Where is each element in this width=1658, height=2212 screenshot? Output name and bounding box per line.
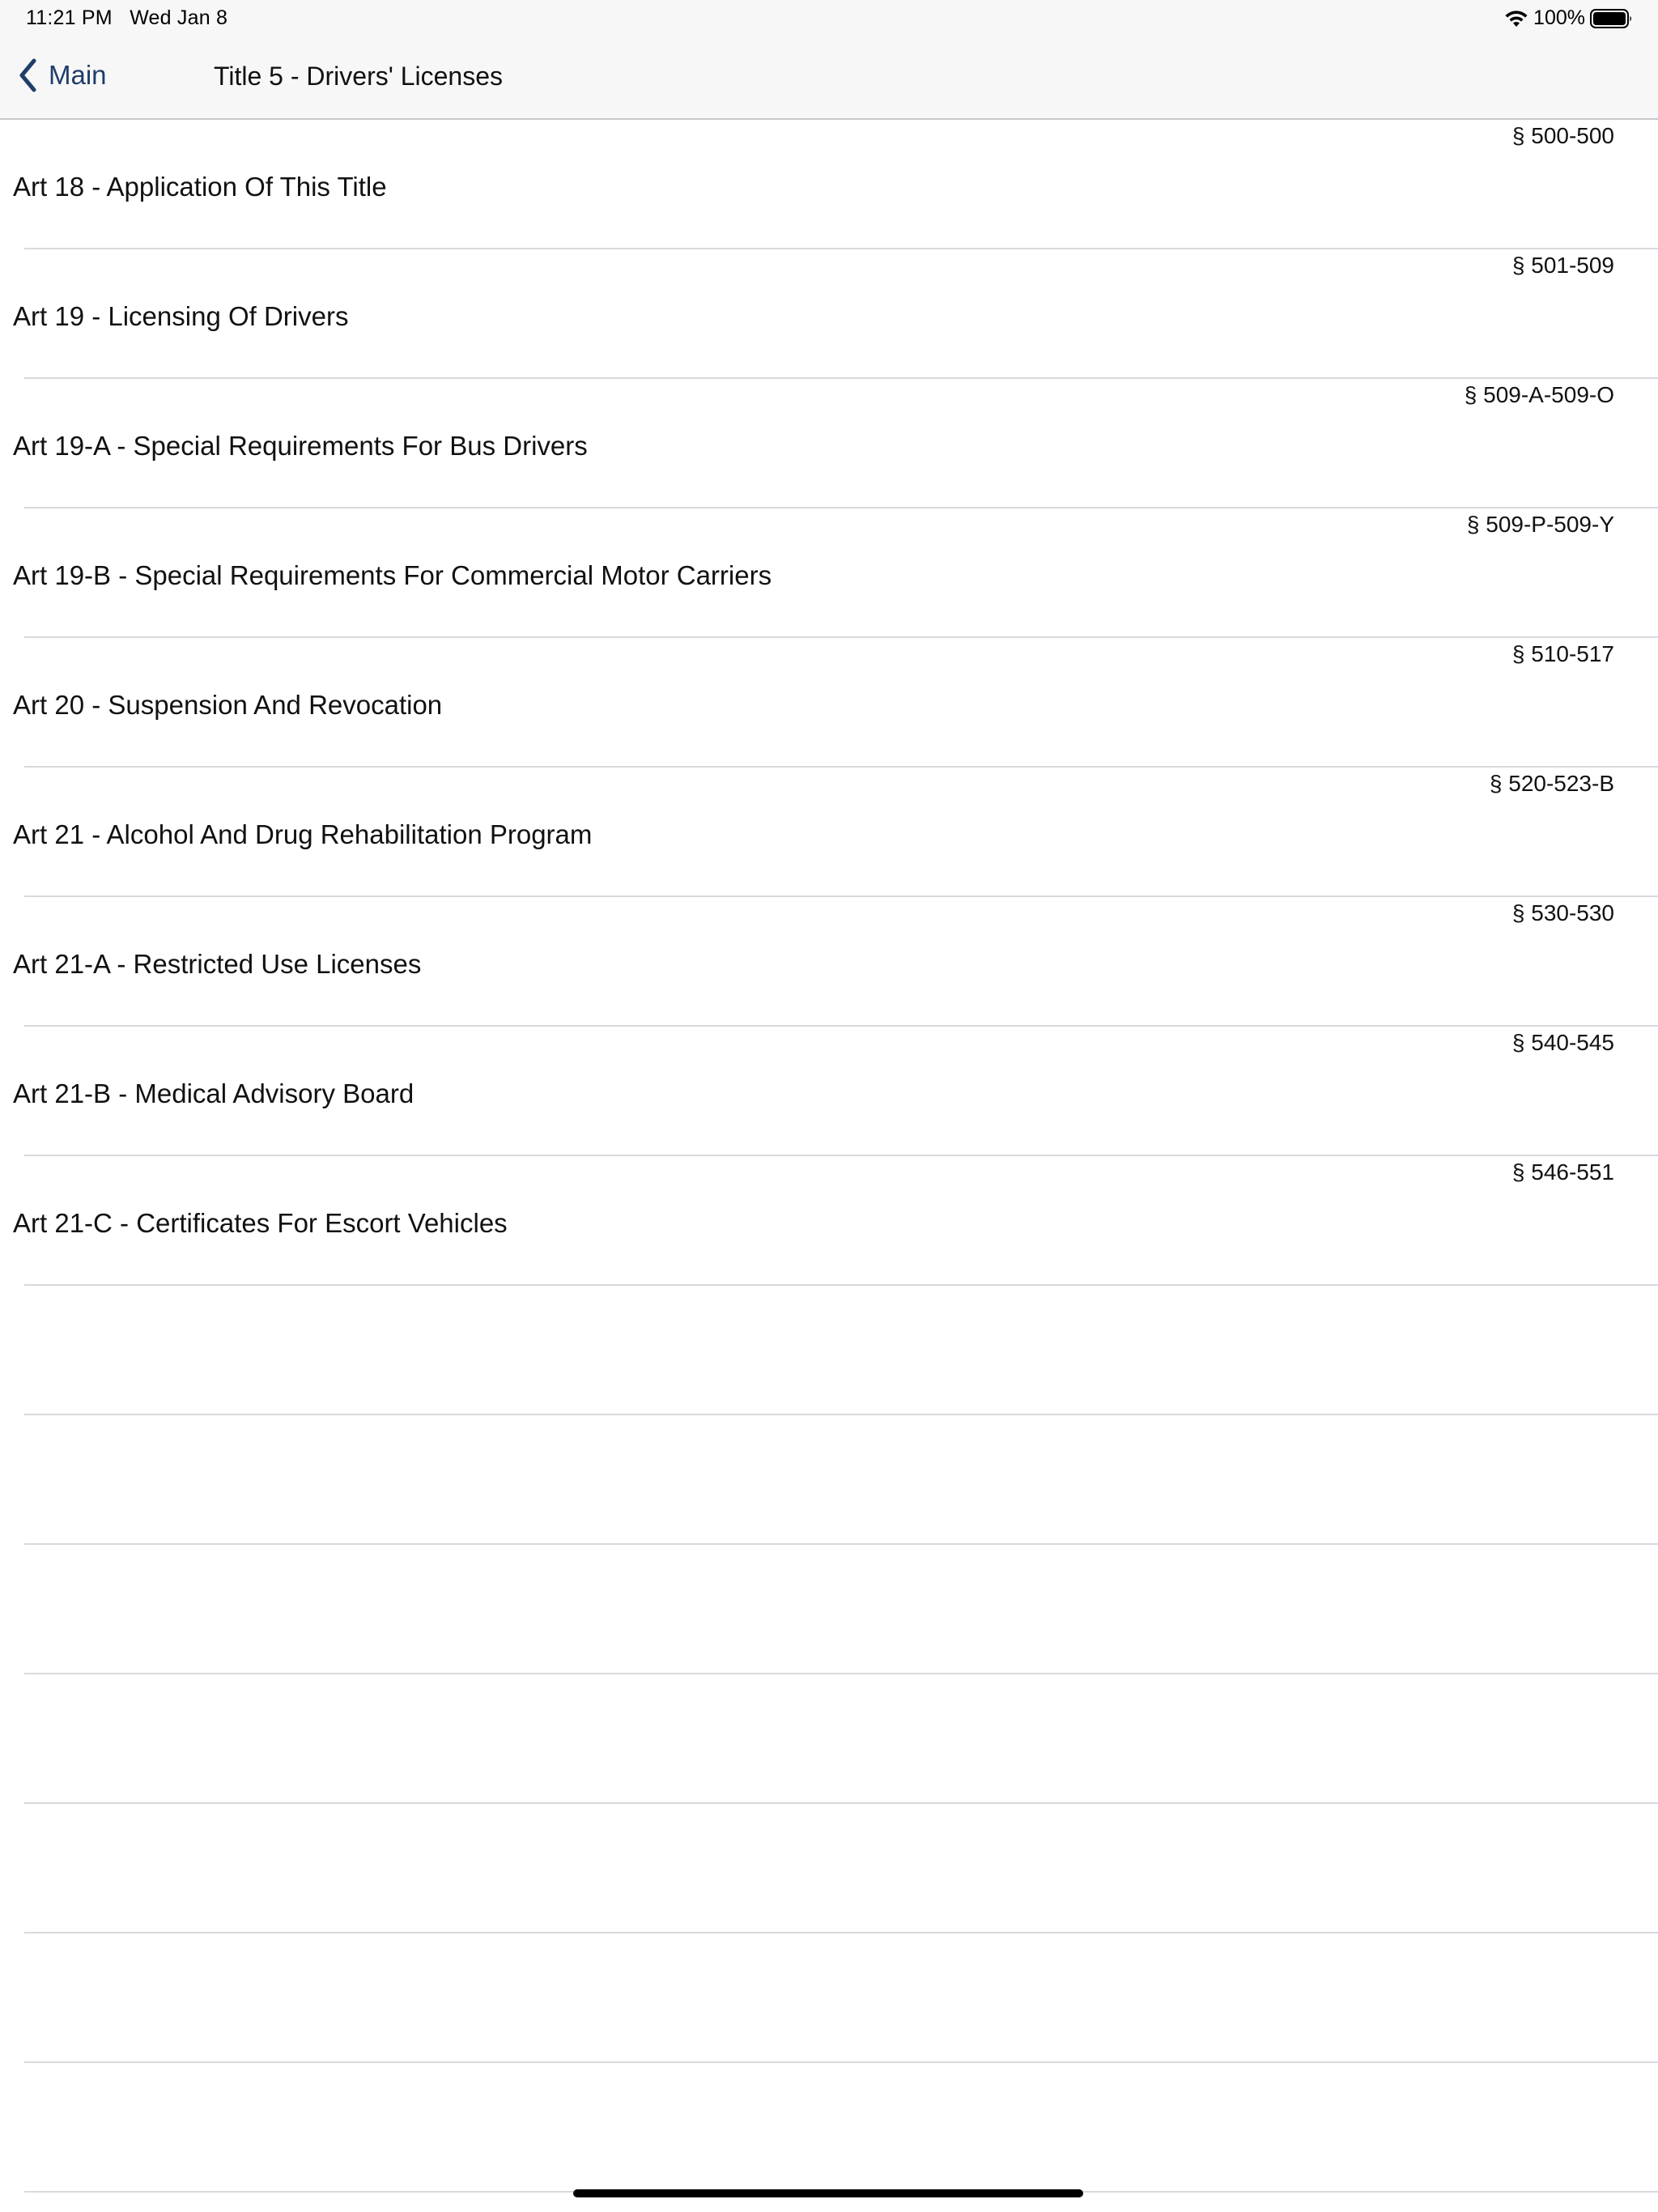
section-range: § 501-509 [1511, 253, 1614, 278]
empty-list-row [0, 1674, 1658, 1804]
section-range: § 510-517 [1511, 641, 1614, 666]
status-time-value: 11:21 PM [26, 6, 113, 29]
battery-percent: 100% [1533, 6, 1585, 29]
section-range: § 546-551 [1511, 1159, 1614, 1185]
empty-list-row [0, 1286, 1658, 1415]
status-bar [0, 0, 1658, 37]
section-range: § 509-A-509-O [1464, 382, 1614, 407]
article-title: Art 20 - Suspension And Revocation [13, 690, 443, 720]
list-item[interactable] [0, 379, 1658, 508]
empty-list-row [0, 1415, 1658, 1545]
article-title: Art 19 - Licensing Of Drivers [13, 301, 349, 331]
empty-list-row [0, 2063, 1658, 2193]
empty-list-row [0, 1804, 1658, 1933]
section-range: § 540-545 [1511, 1030, 1614, 1055]
list-item[interactable] [0, 508, 1658, 638]
list-item[interactable] [0, 768, 1658, 897]
chevron-left-icon [18, 58, 37, 92]
back-button-label: Main [49, 60, 107, 90]
list-item[interactable] [0, 120, 1658, 249]
home-indicator[interactable] [573, 2189, 1083, 2197]
article-title: Art 21 - Alcohol And Drug Rehabilitation Program [13, 819, 593, 849]
article-title: Art 21-B - Medical Advisory Board [13, 1078, 414, 1108]
status-indicators [1504, 6, 1634, 30]
list-item[interactable] [0, 249, 1658, 379]
empty-list-row [0, 1545, 1658, 1674]
article-title: Art 19-A - Special Requirements For Bus Drivers [13, 431, 588, 461]
back-button[interactable] [18, 58, 107, 92]
status-date-value: Wed Jan 8 [130, 6, 228, 29]
list-item[interactable] [0, 897, 1658, 1027]
article-title: Art 21-C - Certificates For Escort Vehicles [13, 1208, 508, 1238]
list-item[interactable] [0, 638, 1658, 768]
section-range: § 500-500 [1511, 123, 1614, 148]
status-time [26, 6, 227, 30]
article-title: Art 21-A - Restricted Use Licenses [13, 949, 422, 979]
section-range: § 509-P-509-Y [1466, 512, 1614, 537]
battery-icon [1590, 8, 1634, 29]
list-item[interactable] [0, 1156, 1658, 1286]
section-range: § 520-523-B [1489, 771, 1614, 796]
page-title: Title 5 - Drivers' Licenses [214, 62, 504, 91]
article-title: Art 18 - Application Of This Title [13, 172, 387, 202]
wifi-icon [1504, 9, 1528, 28]
article-list [0, 120, 1658, 2193]
list-item[interactable] [0, 1027, 1658, 1156]
empty-list-row [0, 1933, 1658, 2063]
navigation-bar [0, 37, 1658, 120]
article-title: Art 19-B - Special Requirements For Commercial Motor Carriers [13, 560, 772, 590]
section-range: § 530-530 [1511, 900, 1614, 925]
